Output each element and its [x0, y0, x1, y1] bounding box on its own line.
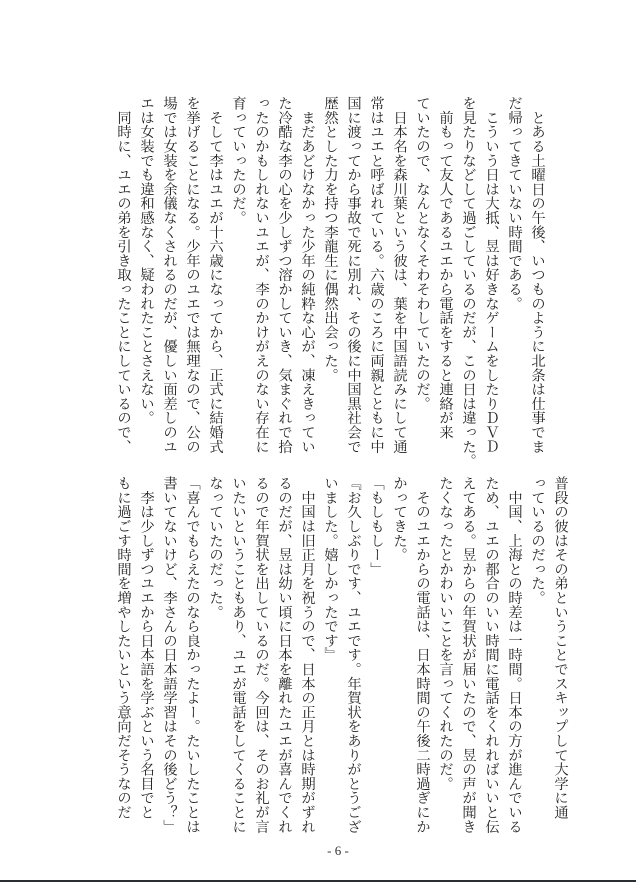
text-column: 普段の彼はその弟ということでスキップして大学に通	[552, 476, 569, 820]
text-column: るのだが、昱は幼い頃に日本を離れたユエが喜んでくれ	[276, 476, 293, 834]
text-column: 『お久しぶりです、ユエです。年賀状をありがとうござ	[345, 476, 362, 834]
text-column: 常はユエと呼ばれている。六歳のころに両親とともに中	[368, 96, 385, 454]
text-column: たくなったとかわいいことを言ってくれたのだ。	[437, 476, 454, 791]
text-block-lower	[112, 476, 572, 834]
text-column: 歴然とした力を持つ李龍生に偶然出会った。	[322, 96, 339, 382]
text-column: エは女装でも違和感なく、疑われたことさえない。	[138, 96, 155, 425]
page-number: - 6 -	[327, 843, 349, 858]
text-column: た冷酷な李の心を少しずつ溶かしていき、気まぐれで拾	[276, 96, 293, 454]
text-column: 中国、上海との時差は一時間。日本の方が進んでいる	[506, 476, 523, 834]
text-column: とある土曜日の午後、いつものように北条は仕事でま	[529, 96, 546, 454]
text-column: 前もって友人であるユエから電話をすると連絡が来	[437, 96, 454, 440]
text-column: えてある。昱からの年賀状が届いたので、昱の声が聞き	[460, 476, 477, 834]
text-column: 中国は旧正月を祝うので、日本の正月とは時期がずれ	[299, 476, 316, 834]
text-column: 李は少しずつユエから日本語を学ぶという名目でと	[138, 476, 155, 820]
text-column: こういう日は大抵、昱は好きなゲームをしたりＤＶＤ	[483, 96, 500, 454]
text-column: まだあどけなかった少年の純粋な心が、凍えきってい	[299, 96, 316, 454]
text-block-upper	[112, 96, 549, 468]
text-column: もに過ごす時間を増やしたいという意向だそうなのだ	[115, 476, 132, 820]
text-column: そのユエからの電話は、日本時間の午後二時過ぎにか	[414, 476, 431, 834]
text-column: 日本名を森川葉という彼は、葉を中国語読みにして通	[391, 96, 408, 454]
text-column: なっていたのだった。	[207, 476, 224, 619]
text-column: 「喜んでもらえたのなら良かったよー。たいしたことは	[184, 476, 201, 834]
text-column: 育っていったのだ。	[230, 96, 247, 225]
text-column: 国に渡ってから事故で死に別れ、その後に中国黒社会で	[345, 96, 362, 454]
text-column: そして李はユエが十六歳になってから、正式に結婚式	[207, 96, 224, 454]
text-column: いたいということもあり、ユエが電話をしてくることに	[230, 476, 247, 834]
text-column: 書いてないけど、李さんの日本語学習はその後どう？」	[161, 476, 178, 834]
text-column: 場では女装を余儀なくされるのだが、優しい面差しのユ	[161, 96, 178, 454]
text-column: ため、ユエの都合のいい時間に電話をくれればいいと伝	[483, 476, 500, 834]
text-column: ったのかもしれないユエが、李のかけがえのない存在に	[253, 96, 270, 454]
text-column: っているのだった。	[529, 476, 546, 605]
text-column: 同時に、ユエの弟を引き取ったことにしているので、	[115, 96, 132, 454]
text-column: だ帰ってきていない時間である。	[506, 96, 523, 311]
text-column: を見たりなどして過ごしているのだが、この日は違った。	[460, 96, 477, 468]
text-column: ていたので、なんとなくそわそわしていたのだ。	[414, 96, 431, 411]
text-column: を挙げることになる。少年のユエでは無理なので、公の	[184, 96, 201, 454]
text-column: かってきた。	[391, 476, 408, 562]
text-column: るので年賀状を出しているのだ。今回は、そのお礼が言	[253, 476, 270, 834]
text-column: 「もしもしー」	[368, 476, 385, 577]
text-column: いました。嬉しかったです』	[322, 476, 339, 662]
